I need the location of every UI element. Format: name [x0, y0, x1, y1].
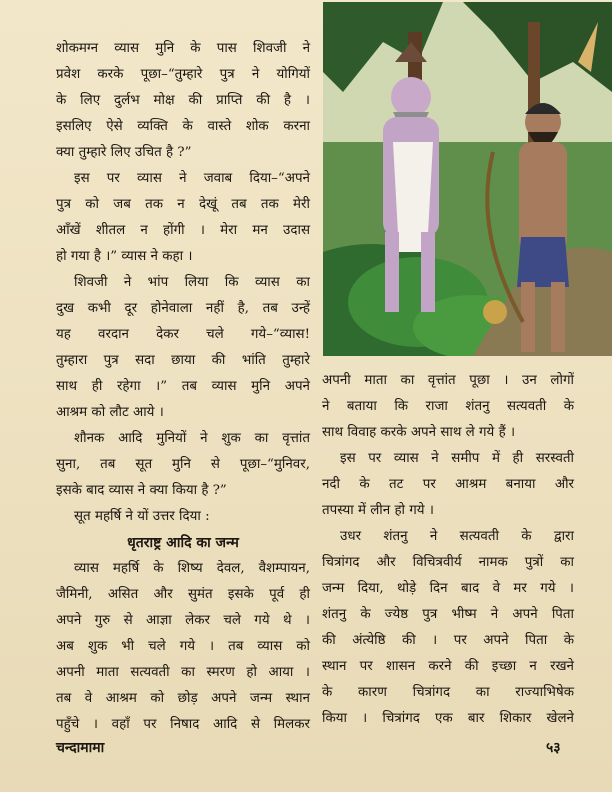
section-heading: धृतराष्ट्र आदि का जन्म	[127, 535, 239, 551]
paragraph	[322, 368, 574, 446]
text-line: अब शुक भी चले गये । तब व्यास को	[56, 639, 310, 654]
text-line: स्थान पर शासन करने की इच्छा न रखने	[322, 659, 574, 674]
text-line: तब वे आश्रम को छोड़ अपने जन्म स्थान	[56, 691, 310, 706]
text-line: जैमिनी, असित और सुमंत इसके पूर्व ही	[56, 587, 310, 602]
text-line: तुम्हारा पुत्र सदा छाया की भांति तुम्हारे	[56, 353, 310, 368]
text-line: प्रवेश करके पूछा–“तुम्हारे पुत्र ने योगियों	[56, 67, 310, 82]
text-line: पुत्र को जब तक न देखूं तब तक मेरी	[56, 197, 310, 212]
text-line: व्यास महर्षि के शिष्य देवल, वैशम्पायन,	[74, 561, 310, 576]
text-line: दुख कभी दूर होनेवाला नहीं है, तब उन्हें	[56, 301, 310, 316]
paragraph	[56, 36, 310, 166]
text-line: उधर शंतनु ने सत्यवती के द्वारा	[340, 529, 574, 544]
text-line: नदी के तट पर आश्रम बनाया और	[322, 477, 574, 492]
page-number: ५३	[546, 740, 561, 756]
text-line: क्या तुम्हारे लिए उचित है ?”	[56, 145, 192, 160]
text-line: यह वरदान देकर चले गये–“व्यास!	[56, 327, 310, 342]
text-line: इसलिए ऐसे व्यक्ति के वास्ते शोक करना	[56, 119, 310, 134]
text-line: जन्म दिया, थोड़े दिन बाद वे मर गये ।	[322, 581, 574, 596]
text-line: के लिए दुर्लभ मोक्ष की प्राप्ति की है ।	[56, 93, 310, 108]
text-line: अपनी माता सत्यवती का स्मरण हो आया ।	[56, 665, 310, 680]
text-line: इस पर व्यास ने जवाब दिया–“अपने	[74, 171, 310, 186]
text-line: शंतनु के ज्येष्ठ पुत्र भीष्म ने अपने पिता	[322, 607, 574, 622]
text-line: इस पर व्यास ने समीप में ही सरस्वती	[340, 451, 574, 466]
text-line: शिवजी ने भांप लिया कि व्यास का	[74, 275, 310, 290]
text-line: पहुँचे । वहाँ पर निषाद आदि से मिलकर	[56, 717, 310, 732]
paragraph	[322, 524, 574, 732]
left-column	[56, 36, 310, 738]
text-line: किया । चित्रांगद एक बार शिकार खेलने	[322, 711, 574, 726]
text-line: साथ ही रहेगा ।” तब व्यास मुनि अपने	[56, 379, 310, 394]
paragraph	[56, 504, 310, 530]
paragraph	[56, 556, 310, 738]
text-line: चित्रांगद और विचित्रवीर्य नामक पुत्रों का	[322, 555, 574, 570]
text-line: हो गया है ।” व्यास ने कहा ।	[56, 249, 193, 264]
text-line: इसके बाद व्यास ने क्या किया है ?”	[56, 483, 227, 498]
text-line: सुना, तब सूत मुनि से पूछा–“मुनिवर,	[56, 457, 310, 472]
paragraph	[322, 446, 574, 524]
text-line: के कारण चित्रांगद का राज्याभिषेक	[322, 685, 574, 700]
text-line: ने बताया कि राजा शंतनु सत्यवती के	[322, 399, 574, 414]
illustration-drawing	[323, 2, 612, 356]
text-line: अपने गुरु से आज्ञा लेकर चले गये थे ।	[56, 613, 310, 628]
paragraph	[56, 426, 310, 504]
text-line: अपनी माता का वृत्तांत पूछा । उन लोगों	[322, 373, 574, 388]
right-column	[322, 368, 574, 732]
text-line: की अंत्येष्ठि की । पर अपने पिता के	[322, 633, 574, 648]
magazine-name: चन्दामामा	[56, 740, 105, 756]
paragraph	[56, 270, 310, 426]
text-line: शौनक आदि मुनियों ने शुक का वृत्तांत	[74, 431, 310, 446]
text-line: आँखें शीतल न होंगी । मेरा मन उदास	[56, 223, 310, 238]
text-line: शोकमग्न व्यास मुनि के पास शिवजी ने	[56, 41, 310, 56]
text-line: आश्रम को लौट आये ।	[56, 405, 164, 420]
text-line: तपस्या में लीन हो गये ।	[322, 503, 434, 518]
illustration-shiva-and-vyasa	[323, 2, 612, 356]
text-line: सूत महर्षि ने यों उत्तर दिया :	[74, 509, 210, 524]
paragraph	[56, 166, 310, 270]
text-line: साथ विवाह करके अपने साथ ले गये हैं ।	[322, 425, 516, 440]
